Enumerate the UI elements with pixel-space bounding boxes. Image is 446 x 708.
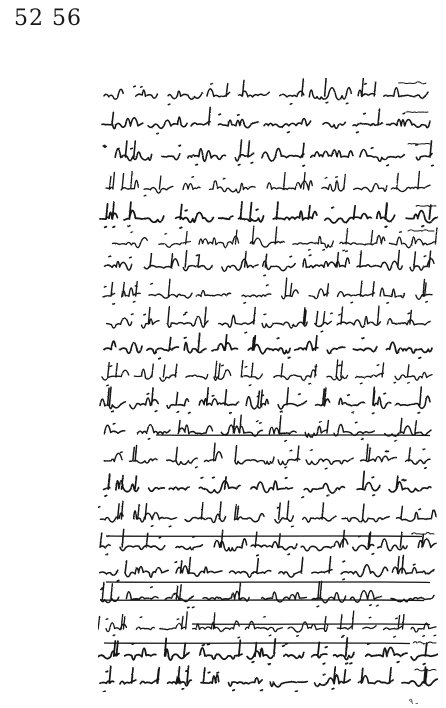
page-number: 52 56 <box>14 6 82 31</box>
footer-mark: ـ ٩ <box>408 697 418 706</box>
marginal-word <box>399 82 426 84</box>
handwriting-line <box>100 529 436 555</box>
passage-underline <box>100 600 424 601</box>
handwriting-line <box>98 638 438 664</box>
handwriting-line <box>105 250 435 275</box>
handwriting-line <box>104 415 431 441</box>
passage-underline <box>104 643 410 644</box>
handwriting-line <box>102 360 432 386</box>
marginal-word <box>416 206 436 207</box>
handwriting-line <box>104 471 431 497</box>
handwriting-line <box>100 387 430 414</box>
marginal-word <box>408 230 434 231</box>
marginal-word <box>412 533 434 535</box>
handwriting-line <box>101 581 434 608</box>
handwriting-line <box>104 443 430 469</box>
marginal-word <box>406 112 428 113</box>
handwriting-line <box>104 333 432 359</box>
passage-underline <box>192 624 430 625</box>
handwriting-line <box>103 278 432 304</box>
handwriting-line <box>107 226 437 251</box>
handwriting-line <box>98 501 436 527</box>
handwriting-line <box>106 171 430 196</box>
passage-underline <box>106 582 430 583</box>
handwriting-line <box>100 202 438 228</box>
passage-underline <box>106 536 422 537</box>
handwriting-line <box>100 666 438 692</box>
handwriting-line <box>103 140 433 166</box>
handwriting-line <box>107 306 430 333</box>
marginal-word <box>408 144 430 145</box>
handwriting-line <box>100 556 434 581</box>
handwriting-line <box>102 107 430 133</box>
passage-underline <box>156 435 430 436</box>
marginal-word <box>413 642 436 644</box>
handwriting-line <box>104 78 428 105</box>
